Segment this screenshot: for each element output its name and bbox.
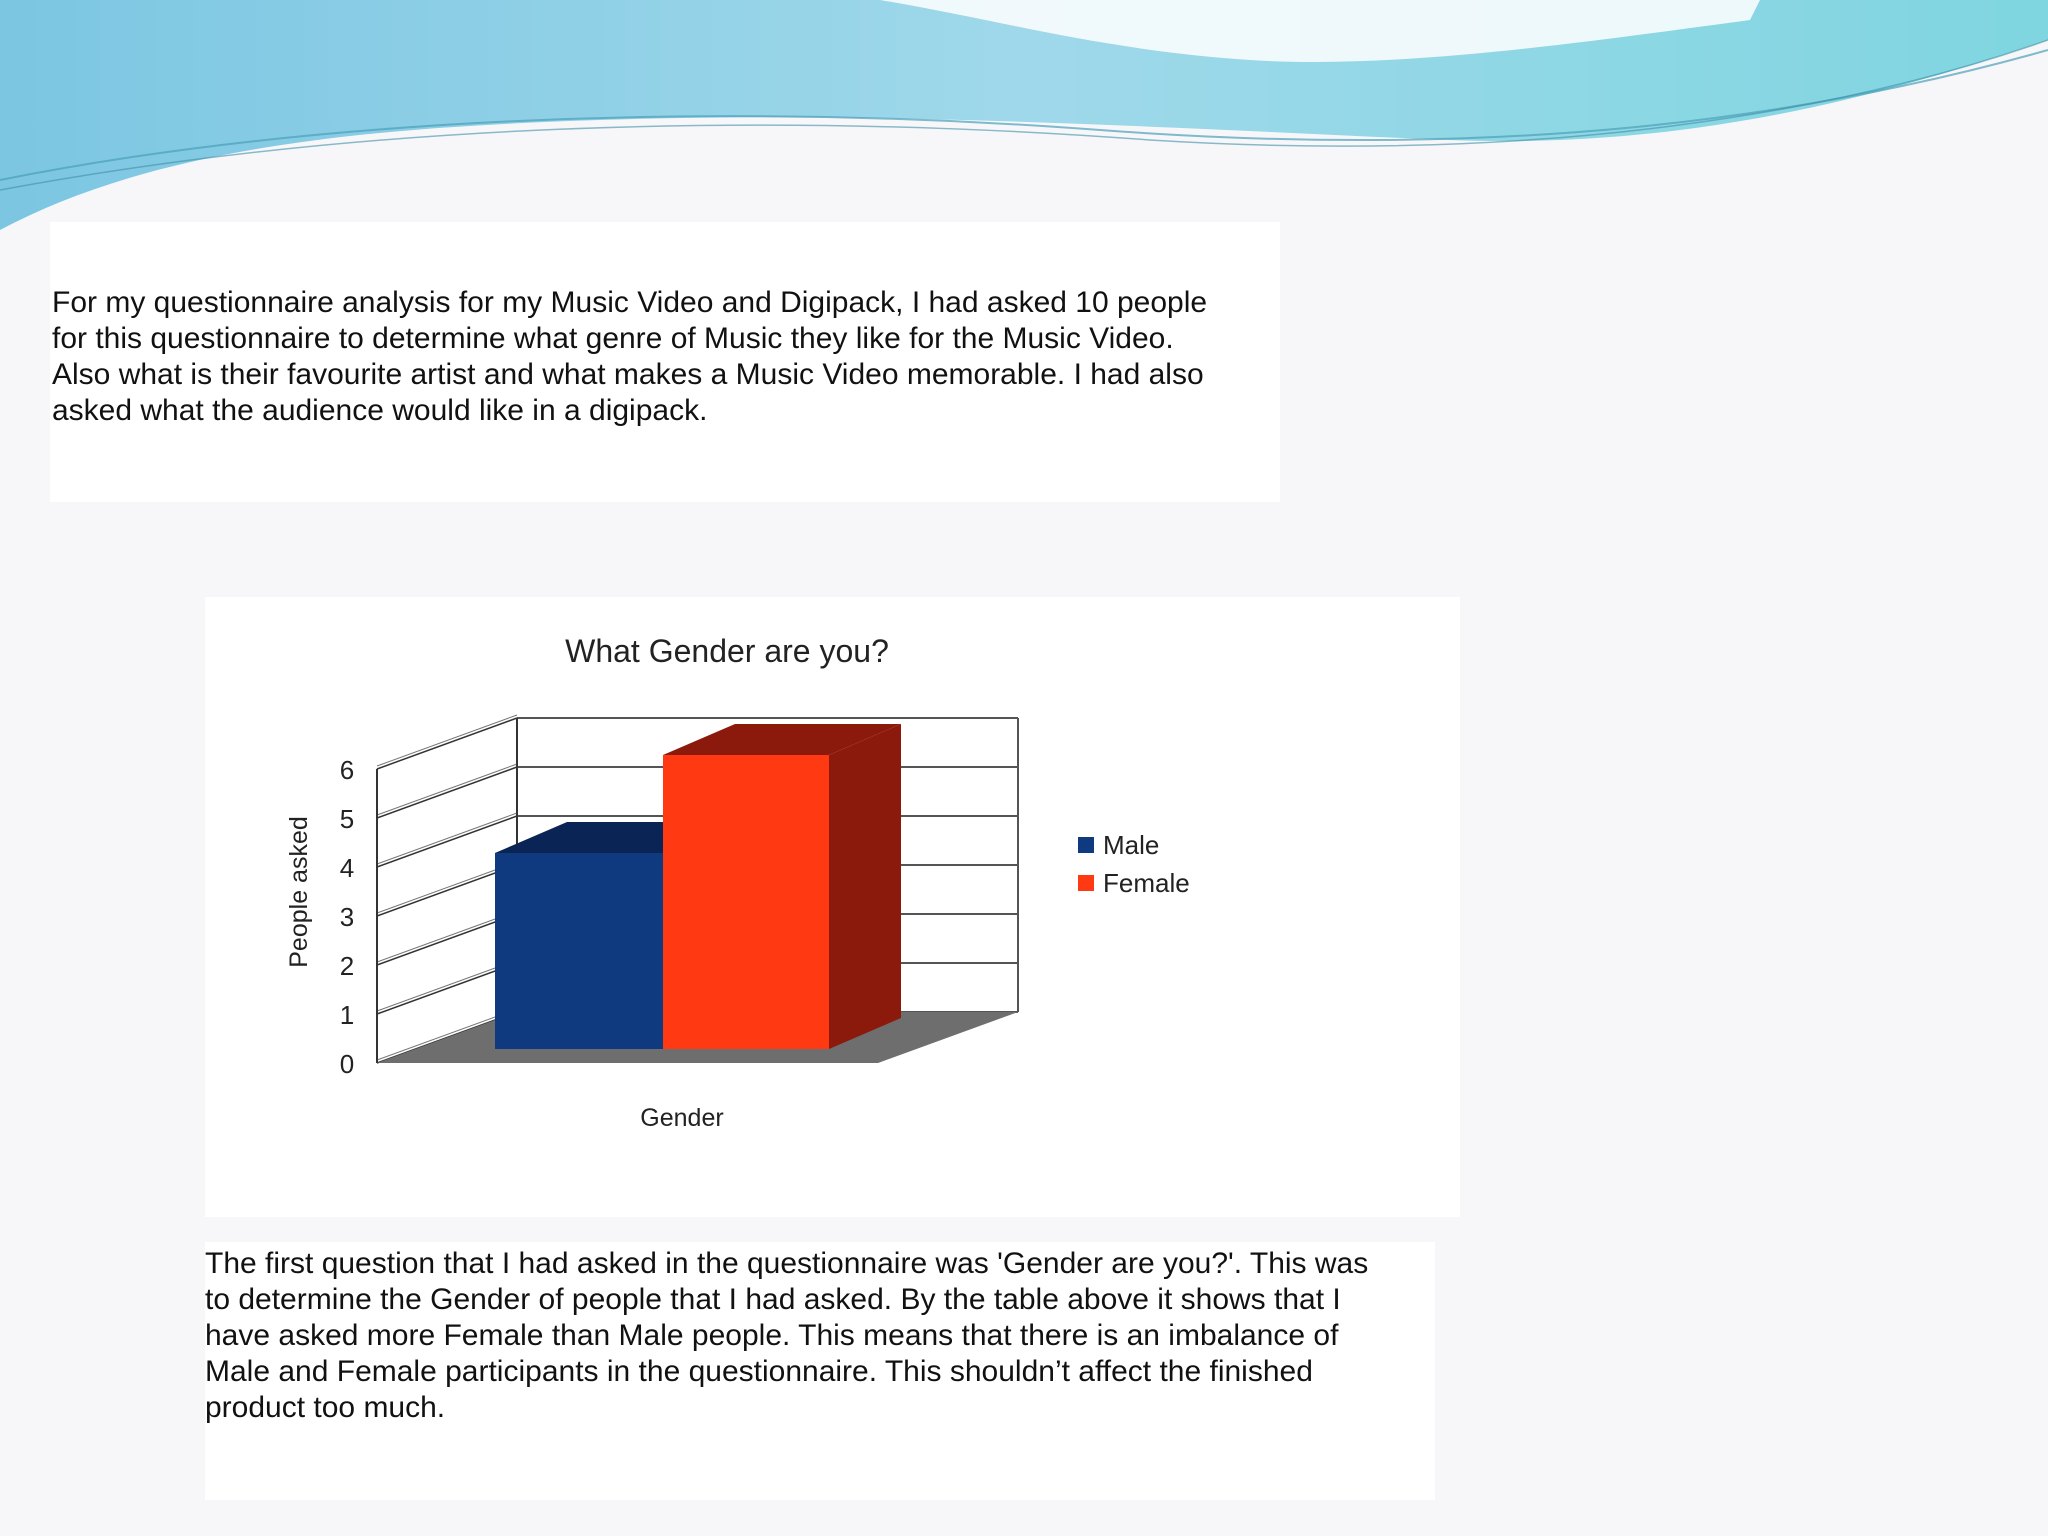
y-tick-label: 1 xyxy=(339,1000,355,1030)
side-gridline xyxy=(377,767,517,818)
y-tick-label: 4 xyxy=(339,853,355,883)
gender-bar-chart xyxy=(205,597,1460,1217)
female-bar-face xyxy=(663,755,829,1049)
y-axis-label: People asked xyxy=(285,816,313,968)
chart-legend xyxy=(1078,830,1190,898)
y-tick-label: 3 xyxy=(339,902,355,932)
legend-swatch xyxy=(1078,875,1094,891)
legend-item-male xyxy=(1078,830,1159,860)
wave-header-decoration xyxy=(0,0,2048,240)
intro-text-box xyxy=(50,222,1280,502)
intro-paragraph: For my questionnaire analysis for my Music Video and Digipack, I had asked 10 people for this questionnaire to determine what genre of Music they like for the Music Video. Also what is their favourite artist and what makes a Music Video memorable. I had also asked what the audience would like in a digipack. xyxy=(52,286,1208,427)
summary-paragraph: The first question that I had asked in the questionnaire was 'Gender are you?'. This was to determine the Gender of people that I had asked. By the table above it shows that I have asked more Female than Male people. This means that there is an imbalance of Male and Female participants in the questionnaire. This shouldn’t affect the finished product too much. xyxy=(205,1247,1369,1424)
y-tick-label: 5 xyxy=(339,804,355,834)
female-bar-side xyxy=(829,724,901,1049)
legend-label: Female xyxy=(1103,868,1190,898)
y-tick-label: 2 xyxy=(339,951,355,981)
legend-item-female xyxy=(1078,868,1190,898)
female-bar xyxy=(663,724,901,1049)
summary-text-box xyxy=(205,1242,1435,1500)
male-bar-face xyxy=(495,853,663,1049)
x-axis-label: Gender xyxy=(640,1104,724,1132)
chart-title: What Gender are you? xyxy=(565,633,889,669)
side-hatch xyxy=(377,764,517,815)
y-axis-ticks xyxy=(340,755,354,1079)
legend-swatch xyxy=(1078,837,1094,853)
side-gridline xyxy=(377,718,517,769)
y-tick-label: 6 xyxy=(339,755,355,785)
gender-chart-panel xyxy=(205,597,1460,1217)
side-hatch xyxy=(377,715,517,766)
y-tick-label: 0 xyxy=(339,1049,355,1079)
chart-bars xyxy=(495,724,901,1049)
legend-label: Male xyxy=(1103,830,1160,860)
